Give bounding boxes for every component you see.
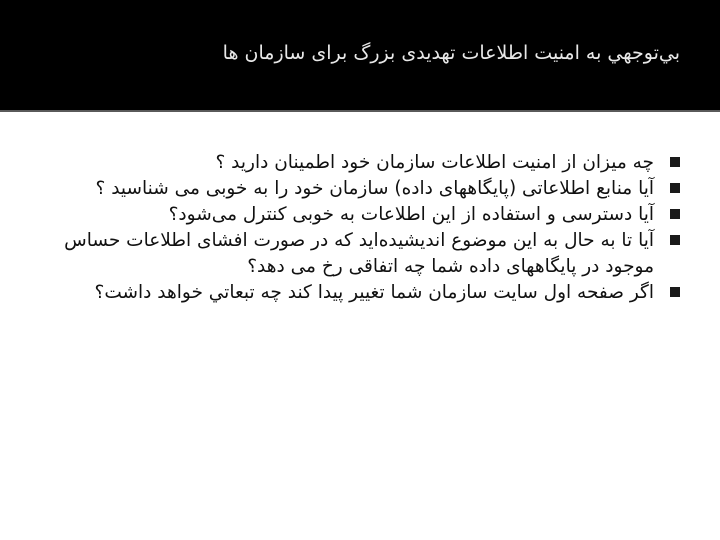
square-bullet-icon	[670, 157, 680, 167]
bullet-item	[48, 280, 680, 306]
bullet-item	[48, 150, 680, 176]
square-bullet-icon	[670, 209, 680, 219]
title-divider	[0, 110, 720, 112]
slide-content	[48, 150, 680, 306]
square-bullet-icon	[670, 183, 680, 193]
bullet-item	[48, 228, 680, 280]
bullet-text: اگر صفحه اول سایت سازمان شما تغییر پیدا کند چه تبعاتي خواهد داشت؟	[94, 282, 654, 303]
bullet-item	[48, 176, 680, 202]
bullet-text: آیا تا به حال به این موضوع اندیشیده‌اید که در صورت افشای اطلاعات حساس موجود در پایگاههای داده شما چه اتفاقی رخ می دهد؟	[64, 230, 654, 277]
bullet-list	[48, 150, 680, 306]
bullet-item	[48, 202, 680, 228]
title-bar	[0, 0, 720, 110]
slide-title: بي‌توجهي به امنیت اطلاعات تهدیدی بزرگ برای سازمان ها	[222, 42, 680, 64]
bullet-text: چه میزان از امنیت اطلاعات سازمان خود اطمینان دارید ؟	[215, 152, 654, 173]
square-bullet-icon	[670, 287, 680, 297]
square-bullet-icon	[670, 235, 680, 245]
bullet-text: آیا منابع اطلاعاتی (پایگاههای داده) سازمان خود را به خوبی می شناسید ؟	[95, 178, 654, 199]
bullet-text: آیا دسترسی و استفاده از این اطلاعات به خوبی کنترل می‌شود؟	[168, 204, 654, 225]
